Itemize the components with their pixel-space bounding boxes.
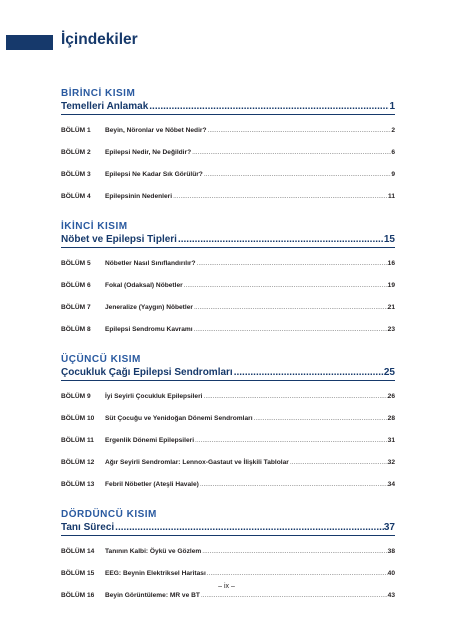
chapter-label: BÖLÜM 8 [61, 325, 91, 333]
chapter-title: Nöbetler Nasıl Sınıflandırılır? [105, 259, 196, 267]
chapter-entry[interactable] [61, 540, 395, 562]
chapter-entry[interactable] [61, 185, 395, 207]
part-title-entry[interactable] [61, 234, 395, 248]
chapter-label: BÖLÜM 9 [61, 392, 91, 400]
chapter-title: İyi Seyirli Çocukluk Epilepsileri [105, 392, 203, 400]
chapter-page-number: 23 [387, 325, 395, 333]
part-title-entry[interactable] [61, 101, 395, 115]
part-title: Tanı Süreci [61, 522, 115, 533]
leader-dots [172, 193, 388, 200]
part-page-number: 25 [383, 367, 395, 378]
chapter-page-number: 31 [387, 436, 395, 444]
leader-dots [194, 437, 388, 444]
chapter-label: BÖLÜM 13 [61, 480, 95, 488]
leader-dots [191, 149, 391, 156]
leader-dots [206, 570, 388, 577]
chapter-entry[interactable] [61, 252, 395, 274]
chapter-page-number: 2 [391, 126, 395, 134]
chapter-page-number: 32 [387, 458, 395, 466]
chapter-title: Süt Çocuğu ve Yenidoğan Dönemi Sendromları [105, 414, 253, 422]
chapter-title: Ergenlik Dönemi Epilepsileri [105, 436, 195, 444]
chapter-page-number: 6 [391, 148, 395, 156]
chapter-title: Jeneralize (Yaygın) Nöbetler [105, 303, 193, 311]
chapter-label: BÖLÜM 10 [61, 414, 95, 422]
chapter-entry[interactable] [61, 296, 395, 318]
part-title: Temelleri Anlamak [61, 101, 149, 112]
part-label: İKİNCİ KISIM [61, 221, 128, 232]
chapter-label: BÖLÜM 12 [61, 458, 95, 466]
table-of-contents [61, 88, 395, 620]
chapter-title: Beyin, Nöronlar ve Nöbet Nedir? [105, 126, 207, 134]
chapter-entry[interactable] [61, 429, 395, 451]
chapter-list [61, 385, 395, 495]
page-title: İçindekiler [61, 31, 138, 48]
chapter-page-number: 34 [387, 480, 395, 488]
chapter-label: BÖLÜM 2 [61, 148, 91, 156]
part-label: BİRİNCİ KISIM [61, 88, 136, 99]
part-page-number: 37 [383, 522, 395, 533]
chapter-entry[interactable] [61, 562, 395, 584]
leader-dots [203, 171, 391, 178]
leader-dots [199, 481, 388, 488]
chapter-title: Epilepsi Sendromu Kavramı [105, 325, 193, 333]
leader-dots [253, 415, 388, 422]
page-number: – ix – [218, 583, 235, 590]
chapter-entry[interactable] [61, 141, 395, 163]
chapter-label: BÖLÜM 1 [61, 126, 91, 134]
part-page-number: 15 [383, 234, 395, 245]
chapter-label: BÖLÜM 3 [61, 170, 91, 178]
toc-part [61, 354, 395, 495]
leader-dots [183, 282, 388, 289]
chapter-title: Beyin Görüntüleme: MR ve BT [105, 591, 200, 599]
toc-part [61, 221, 395, 340]
chapter-entry[interactable] [61, 119, 395, 141]
chapter-list [61, 540, 395, 606]
chapter-list [61, 252, 395, 340]
chapter-title: Epilepsinin Nedenleri [105, 192, 173, 200]
chapter-title: EEG: Beynin Elektriksel Haritası [105, 569, 206, 577]
chapter-page-number: 21 [387, 303, 395, 311]
chapter-label: BÖLÜM 14 [61, 547, 95, 555]
chapter-entry[interactable] [61, 451, 395, 473]
part-title: Çocukluk Çağı Epilepsi Sendromları [61, 367, 233, 378]
chapter-label: BÖLÜM 6 [61, 281, 91, 289]
leader-dots [202, 393, 387, 400]
chapter-label: BÖLÜM 16 [61, 591, 95, 599]
chapter-page-number: 43 [387, 591, 395, 599]
chapter-title: Febril Nöbetler (Ateşli Havale) [105, 480, 199, 488]
chapter-label: BÖLÜM 7 [61, 303, 91, 311]
chapter-title: Ağır Seyirli Sendromlar: Lennox-Gastaut ve İlişkili Tablolar [105, 458, 289, 466]
chapter-entry[interactable] [61, 385, 395, 407]
part-title-entry[interactable] [61, 367, 395, 381]
toc-part [61, 88, 395, 207]
chapter-page-number: 40 [387, 569, 395, 577]
chapter-label: BÖLÜM 4 [61, 192, 91, 200]
chapter-title: Epilepsi Ne Kadar Sık Görülür? [105, 170, 203, 178]
chapter-page-number: 16 [387, 259, 395, 267]
leader-dots [201, 548, 387, 555]
leader-dots [233, 367, 384, 378]
part-title: Nöbet ve Epilepsi Tipleri [61, 234, 177, 245]
chapter-title: Fokal (Odaksal) Nöbetler [105, 281, 183, 289]
chapter-page-number: 28 [387, 414, 395, 422]
chapter-entry[interactable] [61, 274, 395, 296]
chapter-label: BÖLÜM 5 [61, 259, 91, 267]
chapter-entry[interactable] [61, 473, 395, 495]
chapter-page-number: 38 [387, 547, 395, 555]
chapter-page-number: 9 [391, 170, 395, 178]
part-label: ÜÇÜNCÜ KISIM [61, 354, 141, 365]
chapter-title: Epilepsi Nedir, Ne Değildir? [105, 148, 192, 156]
leader-dots [207, 127, 392, 134]
leader-dots [193, 326, 388, 333]
chapter-label: BÖLÜM 15 [61, 569, 95, 577]
header-bar [6, 35, 53, 50]
chapter-label: BÖLÜM 11 [61, 436, 94, 444]
leader-dots [193, 304, 388, 311]
part-page-number: 1 [389, 101, 395, 112]
chapter-list [61, 119, 395, 207]
chapter-entry[interactable] [61, 407, 395, 429]
chapter-page-number: 11 [388, 192, 395, 200]
leader-dots [289, 459, 388, 466]
chapter-entry[interactable] [61, 318, 395, 340]
leader-dots [200, 592, 388, 599]
toc-part [61, 509, 395, 606]
chapter-title: Tanının Kalbi: Öykü ve Gözlem [105, 547, 202, 555]
chapter-entry[interactable] [61, 163, 395, 185]
leader-dots [177, 234, 384, 245]
part-label: DÖRDÜNCÜ KISIM [61, 509, 157, 520]
leader-dots [196, 260, 388, 267]
chapter-page-number: 19 [387, 281, 395, 289]
leader-dots [114, 522, 384, 533]
leader-dots [148, 101, 389, 112]
part-title-entry[interactable] [61, 522, 395, 536]
chapter-page-number: 26 [387, 392, 395, 400]
